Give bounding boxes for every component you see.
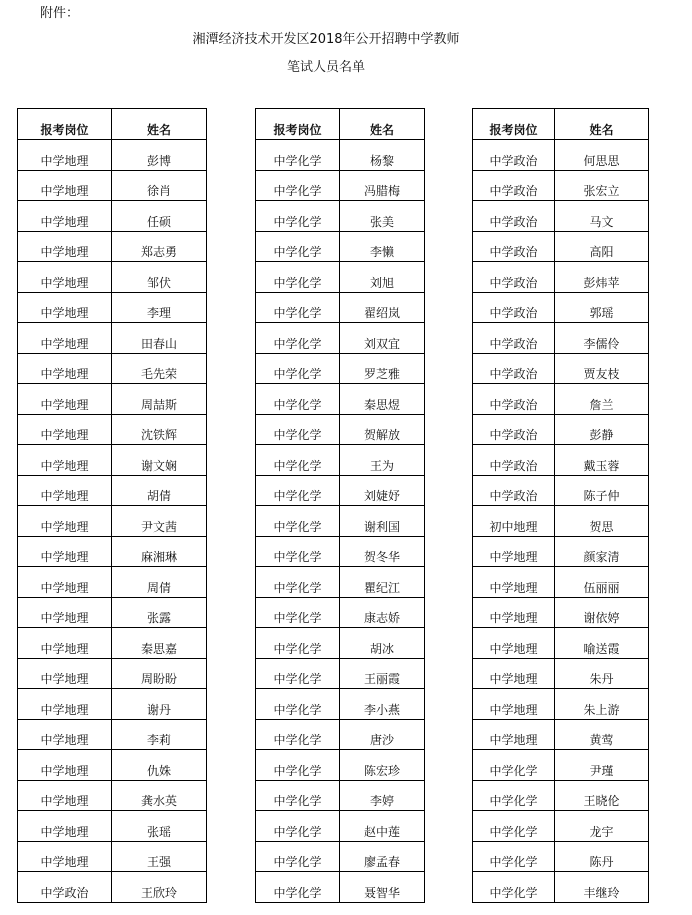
table-row: [473, 750, 649, 781]
position-cell: 中学地理: [18, 719, 112, 750]
position-cell: 中学地理: [473, 536, 555, 567]
name-cell: 刘婕妤: [340, 475, 425, 506]
position-cell: 中学地理: [18, 140, 112, 171]
table-row: [256, 292, 425, 323]
position-cell: 中学政治: [473, 231, 555, 262]
table-row: [18, 841, 207, 872]
table-row: [473, 719, 649, 750]
name-cell: 陈子仲: [555, 475, 649, 506]
name-cell: 刘双宜: [340, 323, 425, 354]
position-cell: 初中地理: [473, 506, 555, 537]
position-cell: 中学化学: [473, 811, 555, 842]
name-cell: 周喆斯: [112, 384, 207, 415]
name-cell: 彭博: [112, 140, 207, 171]
position-cell: 中学化学: [256, 780, 340, 811]
roster-table-2: [255, 108, 425, 903]
table-row: [473, 811, 649, 842]
position-cell: 中学地理: [18, 597, 112, 628]
name-cell: 秦思嘉: [112, 628, 207, 659]
position-cell: 中学地理: [18, 384, 112, 415]
name-cell: 田春山: [112, 323, 207, 354]
table-row: [256, 628, 425, 659]
name-cell: 翟绍岚: [340, 292, 425, 323]
table-row: [473, 323, 649, 354]
table-row: [18, 872, 207, 903]
position-cell: 中学化学: [256, 689, 340, 720]
table-row: [473, 689, 649, 720]
position-cell: 中学地理: [18, 292, 112, 323]
position-cell: 中学地理: [18, 475, 112, 506]
table-row: [18, 445, 207, 476]
header-name: 姓名: [555, 109, 649, 140]
name-cell: 贺冬华: [340, 536, 425, 567]
table-row: [18, 658, 207, 689]
table-row: [473, 414, 649, 445]
table-row: [473, 780, 649, 811]
table-row: [256, 506, 425, 537]
position-cell: 中学化学: [256, 658, 340, 689]
name-cell: 龙宇: [555, 811, 649, 842]
name-cell: 喻送霞: [555, 628, 649, 659]
position-cell: 中学化学: [256, 262, 340, 293]
position-cell: 中学地理: [18, 689, 112, 720]
name-cell: 周倩: [112, 567, 207, 598]
name-cell: 康志娇: [340, 597, 425, 628]
position-cell: 中学化学: [473, 750, 555, 781]
header-name: 姓名: [112, 109, 207, 140]
table-row: [18, 750, 207, 781]
name-cell: 贺思: [555, 506, 649, 537]
name-cell: 王为: [340, 445, 425, 476]
table-row: [256, 719, 425, 750]
name-cell: 张露: [112, 597, 207, 628]
name-cell: 周盼盼: [112, 658, 207, 689]
table-row: [473, 231, 649, 262]
table-row: [473, 353, 649, 384]
position-cell: 中学化学: [256, 445, 340, 476]
header-row: [256, 109, 425, 140]
position-cell: 中学地理: [18, 262, 112, 293]
table-row: [256, 689, 425, 720]
name-cell: 谢依婷: [555, 597, 649, 628]
table-row: [18, 536, 207, 567]
position-cell: 中学地理: [18, 811, 112, 842]
table-row: [256, 536, 425, 567]
name-cell: 伍丽丽: [555, 567, 649, 598]
name-cell: 高阳: [555, 231, 649, 262]
name-cell: 王丽霞: [340, 658, 425, 689]
position-cell: 中学地理: [473, 689, 555, 720]
position-cell: 中学化学: [473, 841, 555, 872]
position-cell: 中学政治: [473, 414, 555, 445]
position-cell: 中学化学: [256, 719, 340, 750]
document-subtitle: 笔试人员名单: [286, 60, 365, 75]
table-row: [473, 201, 649, 232]
table-row: [473, 262, 649, 293]
table-row: [18, 689, 207, 720]
position-cell: 中学地理: [18, 414, 112, 445]
name-cell: 谢文娴: [112, 445, 207, 476]
table-row: [473, 628, 649, 659]
name-cell: 毛先荣: [112, 353, 207, 384]
position-cell: 中学化学: [256, 414, 340, 445]
position-cell: 中学政治: [473, 262, 555, 293]
name-cell: 尹文茜: [112, 506, 207, 537]
position-cell: 中学化学: [256, 292, 340, 323]
position-cell: 中学地理: [473, 719, 555, 750]
table-row: [18, 323, 207, 354]
table-row: [256, 872, 425, 903]
name-cell: 贺解放: [340, 414, 425, 445]
name-cell: 贾友枝: [555, 353, 649, 384]
table-row: [256, 231, 425, 262]
table-row: [473, 658, 649, 689]
table-row: [256, 414, 425, 445]
header-position: 报考岗位: [473, 109, 555, 140]
table-row: [18, 231, 207, 262]
name-cell: 龚水英: [112, 780, 207, 811]
table-row: [473, 536, 649, 567]
name-cell: 仇姝: [112, 750, 207, 781]
position-cell: 中学化学: [256, 872, 340, 903]
position-cell: 中学政治: [473, 353, 555, 384]
position-cell: 中学地理: [18, 536, 112, 567]
table-row: [256, 475, 425, 506]
table-row: [18, 567, 207, 598]
roster-table-3: [472, 108, 649, 903]
position-cell: 中学地理: [18, 506, 112, 537]
name-cell: 沈铁辉: [112, 414, 207, 445]
attachment-label: 附件：: [40, 6, 80, 21]
header-row: [473, 109, 649, 140]
name-cell: 瞿纪江: [340, 567, 425, 598]
name-cell: 邹伏: [112, 262, 207, 293]
name-cell: 郭瑶: [555, 292, 649, 323]
header-position: 报考岗位: [18, 109, 112, 140]
position-cell: 中学化学: [256, 536, 340, 567]
name-cell: 徐肖: [112, 170, 207, 201]
position-cell: 中学地理: [473, 658, 555, 689]
table-row: [473, 292, 649, 323]
position-cell: 中学化学: [256, 506, 340, 537]
name-cell: 彭炜苹: [555, 262, 649, 293]
name-cell: 李婷: [340, 780, 425, 811]
position-cell: 中学地理: [18, 231, 112, 262]
table-row: [18, 201, 207, 232]
table-row: [18, 506, 207, 537]
table-row: [18, 292, 207, 323]
position-cell: 中学化学: [256, 475, 340, 506]
position-cell: 中学化学: [256, 140, 340, 171]
position-cell: 中学化学: [256, 811, 340, 842]
position-cell: 中学政治: [473, 201, 555, 232]
position-cell: 中学地理: [18, 353, 112, 384]
table-row: [473, 841, 649, 872]
table-row: [473, 567, 649, 598]
name-cell: 李懒: [340, 231, 425, 262]
name-cell: 张瑶: [112, 811, 207, 842]
table-row: [256, 780, 425, 811]
position-cell: 中学化学: [256, 170, 340, 201]
position-cell: 中学地理: [18, 750, 112, 781]
position-cell: 中学化学: [256, 628, 340, 659]
table-row: [256, 658, 425, 689]
name-cell: 谢利国: [340, 506, 425, 537]
name-cell: 陈宏珍: [340, 750, 425, 781]
table-row: [256, 353, 425, 384]
name-cell: 任硕: [112, 201, 207, 232]
position-cell: 中学地理: [473, 597, 555, 628]
name-cell: 詹兰: [555, 384, 649, 415]
name-cell: 唐沙: [340, 719, 425, 750]
position-cell: 中学政治: [18, 872, 112, 903]
table-row: [473, 597, 649, 628]
name-cell: 颜家清: [555, 536, 649, 567]
roster-table-1: [17, 108, 207, 903]
header-row: [18, 109, 207, 140]
name-cell: 戴玉蓉: [555, 445, 649, 476]
table-row: [18, 597, 207, 628]
table-row: [18, 170, 207, 201]
position-cell: 中学化学: [256, 750, 340, 781]
position-cell: 中学地理: [18, 658, 112, 689]
table-row: [256, 841, 425, 872]
table-row: [256, 811, 425, 842]
position-cell: 中学地理: [18, 201, 112, 232]
name-cell: 王欣玲: [112, 872, 207, 903]
position-cell: 中学化学: [256, 353, 340, 384]
name-cell: 赵中莲: [340, 811, 425, 842]
table-row: [473, 445, 649, 476]
table-row: [256, 384, 425, 415]
table-row: [473, 475, 649, 506]
table-row: [473, 872, 649, 903]
name-cell: 李莉: [112, 719, 207, 750]
position-cell: 中学政治: [473, 445, 555, 476]
name-cell: 廖孟春: [340, 841, 425, 872]
position-cell: 中学地理: [18, 567, 112, 598]
table-row: [18, 414, 207, 445]
document-title: 湘潭经济技术开发区2018年公开招聘中学教师: [192, 32, 460, 47]
position-cell: 中学政治: [473, 475, 555, 506]
name-cell: 罗芝雅: [340, 353, 425, 384]
position-cell: 中学化学: [256, 567, 340, 598]
name-cell: 何思思: [555, 140, 649, 171]
table-row: [256, 140, 425, 171]
name-cell: 杨黎: [340, 140, 425, 171]
position-cell: 中学化学: [256, 841, 340, 872]
position-cell: 中学化学: [256, 597, 340, 628]
table-row: [256, 201, 425, 232]
header-name: 姓名: [340, 109, 425, 140]
table-row: [473, 140, 649, 171]
position-cell: 中学政治: [473, 292, 555, 323]
name-cell: 李小燕: [340, 689, 425, 720]
position-cell: 中学化学: [256, 231, 340, 262]
name-cell: 彭静: [555, 414, 649, 445]
position-cell: 中学地理: [18, 170, 112, 201]
header-position: 报考岗位: [256, 109, 340, 140]
position-cell: 中学政治: [473, 140, 555, 171]
name-cell: 胡冰: [340, 628, 425, 659]
position-cell: 中学政治: [473, 384, 555, 415]
name-cell: 郑志勇: [112, 231, 207, 262]
name-cell: 李儒伶: [555, 323, 649, 354]
name-cell: 冯腊梅: [340, 170, 425, 201]
name-cell: 王强: [112, 841, 207, 872]
table-row: [18, 384, 207, 415]
name-cell: 尹瑾: [555, 750, 649, 781]
name-cell: 聂智华: [340, 872, 425, 903]
name-cell: 王晓伦: [555, 780, 649, 811]
name-cell: 张美: [340, 201, 425, 232]
table-row: [18, 140, 207, 171]
name-cell: 李理: [112, 292, 207, 323]
position-cell: 中学政治: [473, 170, 555, 201]
name-cell: 马文: [555, 201, 649, 232]
position-cell: 中学化学: [473, 780, 555, 811]
table-row: [256, 750, 425, 781]
name-cell: 秦思煜: [340, 384, 425, 415]
table-row: [18, 719, 207, 750]
name-cell: 朱上游: [555, 689, 649, 720]
table-row: [18, 628, 207, 659]
table-row: [473, 170, 649, 201]
table-row: [256, 323, 425, 354]
table-row: [18, 353, 207, 384]
table-row: [256, 567, 425, 598]
position-cell: 中学政治: [473, 323, 555, 354]
position-cell: 中学地理: [18, 780, 112, 811]
position-cell: 中学地理: [473, 628, 555, 659]
name-cell: 刘旭: [340, 262, 425, 293]
table-row: [256, 170, 425, 201]
position-cell: 中学化学: [473, 872, 555, 903]
position-cell: 中学地理: [18, 445, 112, 476]
table-row: [256, 597, 425, 628]
table-row: [473, 384, 649, 415]
name-cell: 谢丹: [112, 689, 207, 720]
table-row: [256, 445, 425, 476]
name-cell: 黄莺: [555, 719, 649, 750]
position-cell: 中学地理: [18, 323, 112, 354]
position-cell: 中学化学: [256, 384, 340, 415]
table-row: [18, 475, 207, 506]
name-cell: 张宏立: [555, 170, 649, 201]
position-cell: 中学地理: [473, 567, 555, 598]
name-cell: 麻湘琳: [112, 536, 207, 567]
table-row: [473, 506, 649, 537]
table-row: [18, 811, 207, 842]
name-cell: 胡倩: [112, 475, 207, 506]
name-cell: 丰继玲: [555, 872, 649, 903]
position-cell: 中学化学: [256, 201, 340, 232]
name-cell: 陈丹: [555, 841, 649, 872]
position-cell: 中学化学: [256, 323, 340, 354]
table-row: [18, 780, 207, 811]
position-cell: 中学地理: [18, 628, 112, 659]
position-cell: 中学地理: [18, 841, 112, 872]
name-cell: 朱丹: [555, 658, 649, 689]
table-row: [18, 262, 207, 293]
table-row: [256, 262, 425, 293]
